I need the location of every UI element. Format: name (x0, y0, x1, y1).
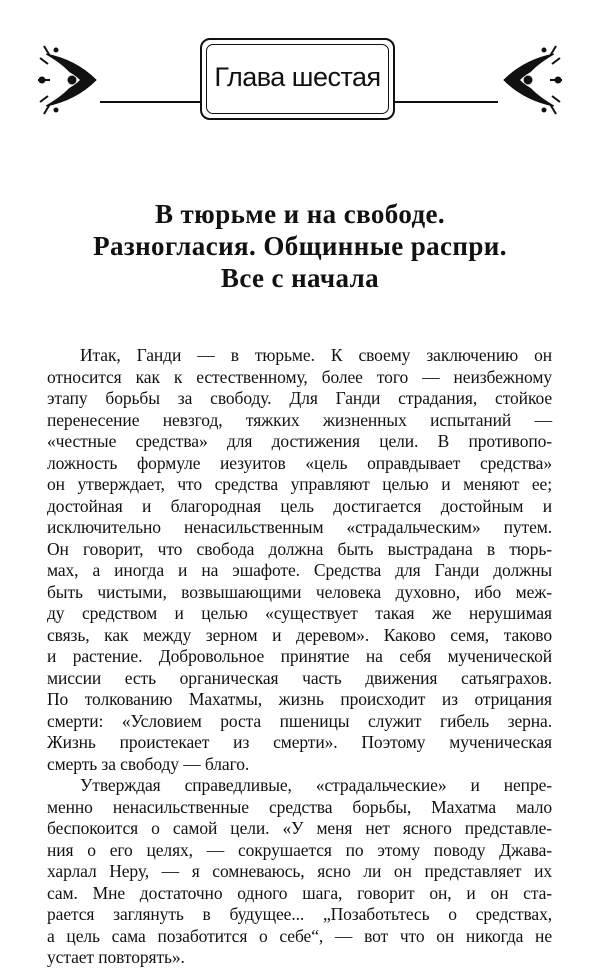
section-title (40, 198, 560, 294)
text-line: Итак, Ганди — в тюрьме. К своему заключению он (80, 345, 552, 365)
text-line: перенесение невзгод, тяжких жизненных испытаний — (47, 409, 552, 430)
text-line: беспокоится о самой цели. «У меня нет ясного представле- (47, 818, 552, 838)
section-title-line: Разногласия. Общинные распри. (93, 231, 507, 261)
text-line: относится как к естественному, более того — неизбежному (47, 366, 552, 387)
right-ornament-icon (498, 40, 564, 120)
text-line: быть чистыми, возвышающими человека духовно, ибо меж- (47, 581, 552, 602)
text-line: и растение. Добровольное принятие на себя мученической (47, 646, 552, 666)
text-line: смерть за свободу — благо. (47, 753, 250, 774)
paragraph-1 (47, 345, 552, 775)
left-ornament-line (100, 101, 200, 103)
text-line: мах, а иногда и на эшафоте. Средства для Ганди должны (47, 560, 552, 580)
section-title-line: Все с начала (220, 263, 380, 293)
text-line: менно ненасильственные средства борьбы, Махатма мало (47, 796, 552, 817)
right-ornament-line (395, 101, 498, 103)
chapter-title: Глава шестая (214, 62, 381, 92)
chapter-title-box (200, 38, 395, 120)
text-line: Жизнь проистекает из смерти». Поэтому мученическая (47, 732, 552, 752)
text-line: этапу борьбы за свободу. Для Ганди страдания, стойкое (47, 388, 552, 408)
text-line: он утверждает, что средства управляют целью и меняют ее; (47, 474, 552, 494)
text-line: «честные средства» для достижения цели. В противопо- (47, 431, 552, 451)
text-line: смерти: «Условием роста пшеницы служит гибель зерна. (47, 710, 552, 731)
text-line: миссии есть органическая часть движения сатьяграхов. (47, 667, 552, 688)
text-line: ду средством и целью «существует такая же нерушимая (47, 603, 552, 623)
text-line: ния о его целях, — сокрушается по этому поводу Джава- (47, 839, 552, 860)
text-line: исключительно ненасильственным «страдальческим» путем. (47, 517, 552, 537)
chapter-header (0, 30, 600, 130)
text-line: Он говорит, что свобода должна быть выстрадана в тюрь- (47, 538, 552, 559)
text-line: сам. Мне достаточно одного шага, говорит он, и он ста- (47, 882, 552, 903)
paragraph-2 (47, 775, 552, 969)
body-text (47, 345, 552, 969)
text-line: достойная и благородная цель достигается достойным и (47, 495, 552, 516)
text-line: связь, как между зерном и деревом». Каково семя, таково (47, 624, 552, 645)
left-ornament-icon (36, 40, 102, 120)
text-line: рается заглянуть в будущее... „Позаботьтесь о средствах, (47, 904, 552, 924)
section-title-line: В тюрьме и на свободе. (154, 199, 446, 229)
text-line: Утверждая справедливые, «страдальческие» и непре- (80, 775, 552, 795)
text-line: устает повторять». (47, 947, 185, 967)
text-line: а цель сама позаботится о себе“, — вот что он никогда не (47, 925, 552, 946)
text-line: ложность формуле иезуитов «цель оправдывает средства» (47, 452, 552, 473)
text-line: харлал Неру, — я сомневаюсь, ясно ли он представляет их (47, 861, 552, 881)
text-line: По толкованию Махатмы, жизнь происходит из отрицания (47, 689, 552, 709)
